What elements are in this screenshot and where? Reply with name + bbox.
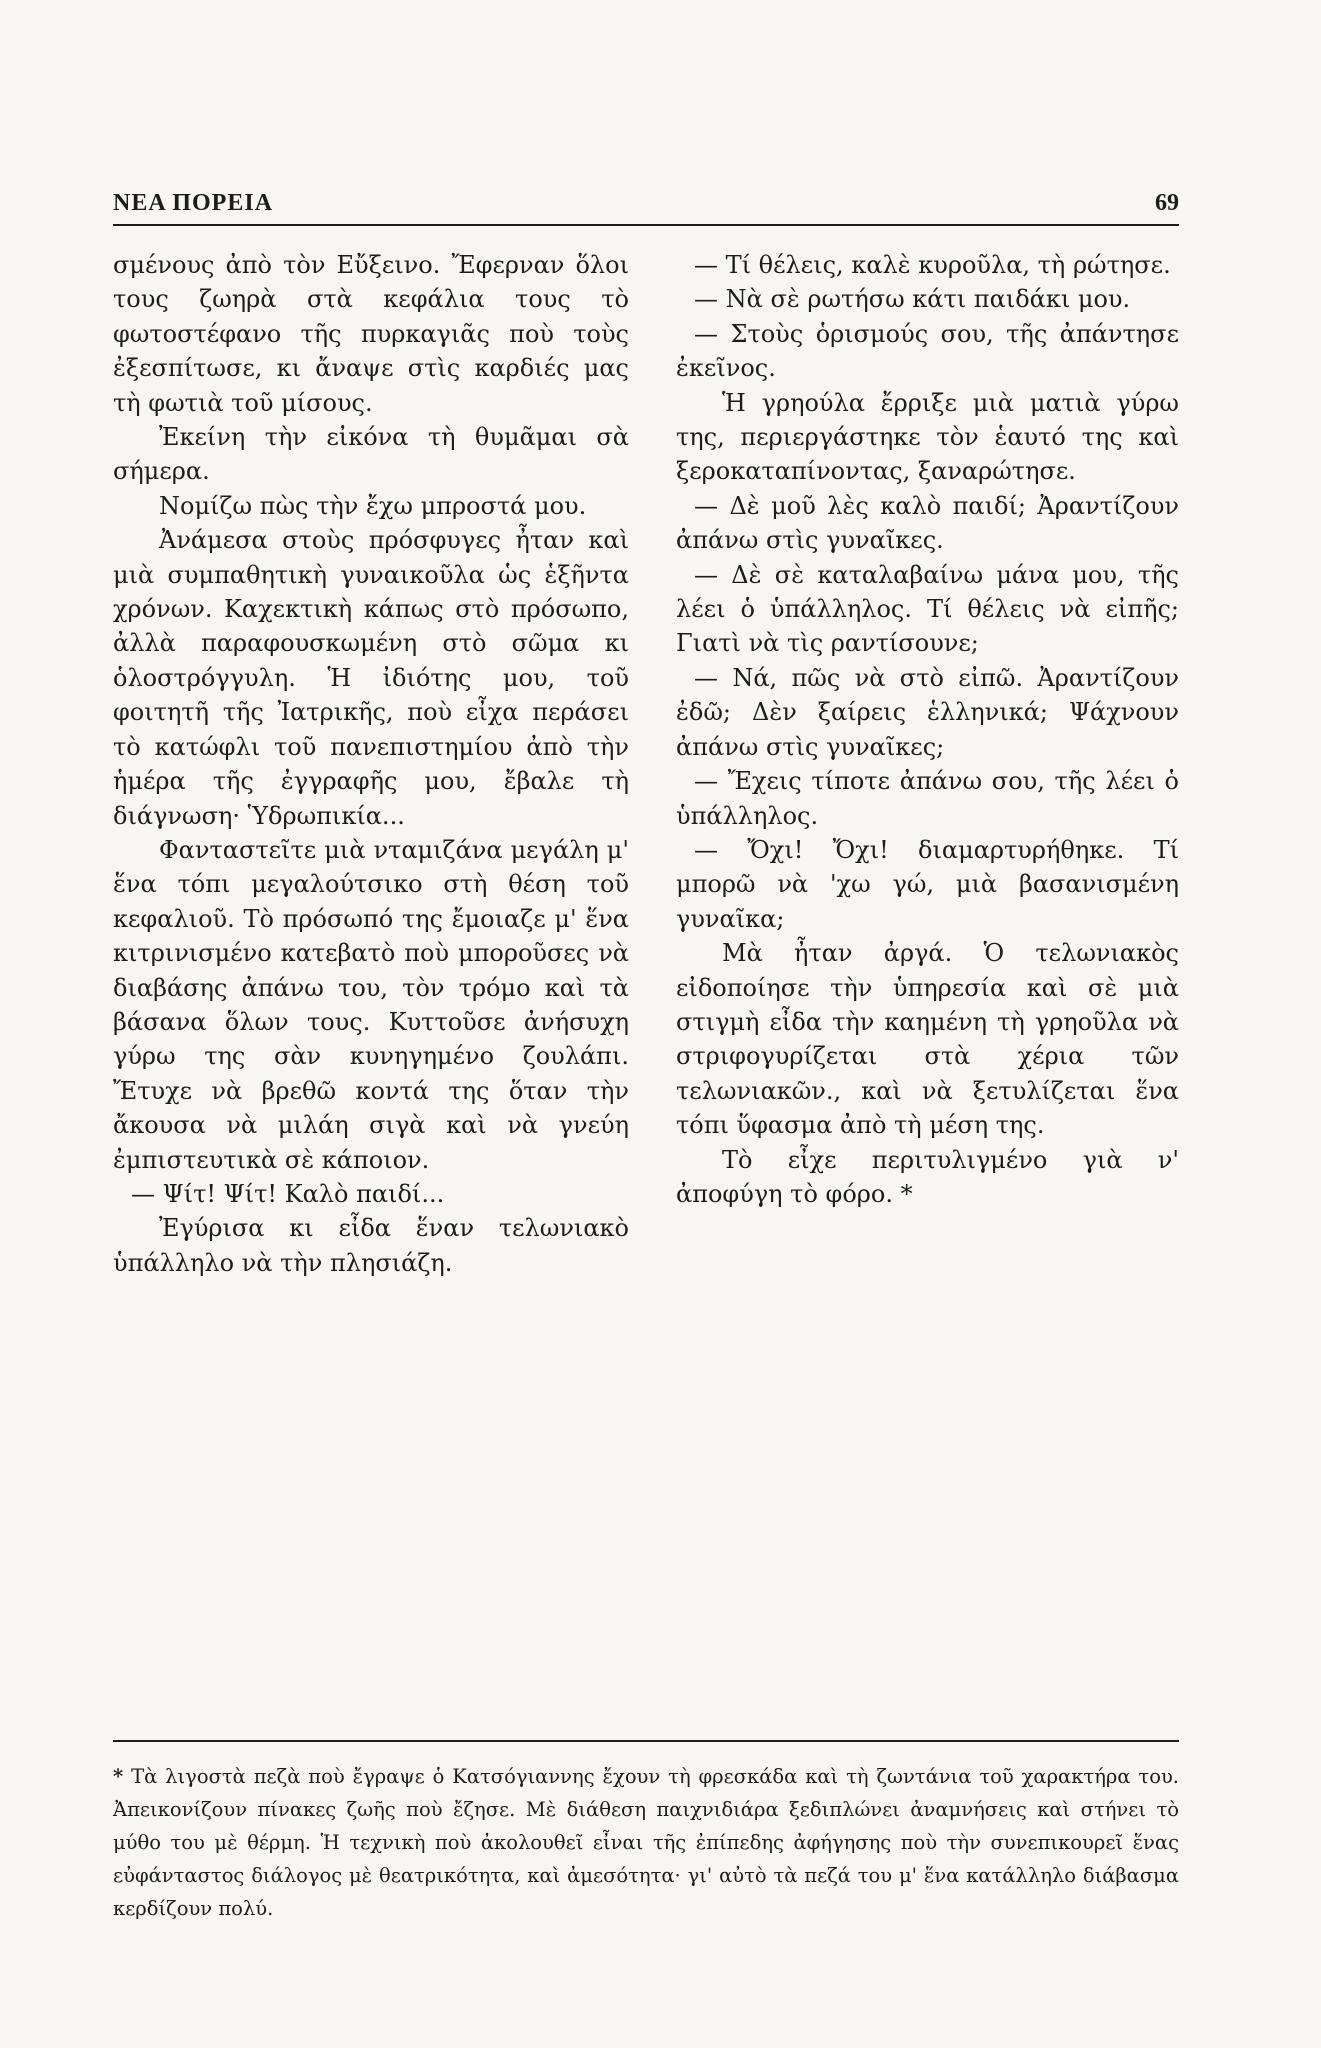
dialogue-line: — Στοὺς ὁρισμούς σου, τῆς ἀπάντησε ἐκεῖνος. <box>676 319 1179 383</box>
left-column <box>113 248 629 1280</box>
dialogue-line: — Νὰ σὲ ρωτήσω κάτι παιδάκι μου. <box>694 285 1131 314</box>
paragraph: Ἀνάμεσα στοὺς πρόσφυγες ἦταν καὶ μιὰ συμπαθητικὴ γυναικοῦλα ὡς ἑξῆντα χρόνων. Καχεκτικὴ κάπως στὸ πρόσωπο, ἀλλὰ παραφουσκωμένη στὸ σῶμα κι ὁλοστρόγγυλη. Ἡ ἰδιότης μου, τοῦ φοιτητῆ τῆς Ἰατρικῆς, ποὺ εἶχα περάσει τὸ κατώφλι τοῦ πανεπιστημίου ἀπὸ τὴν ἡμέρα τῆς ἐγγραφῆς μου, ἔβαλε τὴ διάγνωση· Ὑδρωπικία... <box>113 526 629 830</box>
right-column <box>676 248 1179 1211</box>
dialogue-line: — Ψίτ! Ψίτ! Καλὸ παιδί... <box>131 1179 445 1208</box>
dialogue-line: — Νά, πῶς νὰ στὸ εἰπῶ. Ἀραντίζουν ἐδῶ; Δὲν ξαίρεις ἑλληνικά; Ψάχνουν ἀπάνω στὶς γυναῖκες; <box>676 663 1179 761</box>
dialogue-line: — Δὲ μοῦ λὲς καλὸ παιδί; Ἀραντίζουν ἀπάνω στὶς γυναῖκες. <box>676 491 1179 555</box>
page-number: 69 <box>1155 190 1179 216</box>
dialogue-line: — Ὄχι! Ὄχι! διαμαρτυρήθηκε. Τί μπορῶ νὰ 'χω γώ, μιὰ βασανισμένη γυναῖκα; <box>676 835 1179 933</box>
paragraph: Νομίζω πὼς τὴν ἔχω μπροστά μου. <box>159 491 587 520</box>
footnote-marker: * <box>113 1765 124 1788</box>
paragraph: Ἐγύρισα κι εἶδα ἕναν τελωνιακὸ ὑπάλληλο νὰ τὴν πλησιάζη. <box>113 1214 629 1277</box>
dialogue-line: — Τί θέλεις, καλὲ κυροῦλα, τὴ ρώτησε. <box>694 251 1171 279</box>
paragraph: Φανταστεῖτε μιὰ νταμιζάνα μεγάλη μ' ἕνα τόπι μεγαλούτσικο στὴ θέση τοῦ κεφαλιοῦ. Τὸ πρόσωπό της ἔμοιαζε μ' ἕνα κιτρινισμένο κατεβατὸ ποὺ μποροῦσες νὰ διαβάσης ἀπάνω του, τὸν τρόμο καὶ τὰ βάσανα ὅλων τους. Κυττοῦσε ἀνήσυχη γύρω της σὰν κυνηγημένο ζουλάπι. Ἔτυχε νὰ βρεθῶ κοντά της ὅταν τὴν ἄκουσα νὰ μιλάη σιγὰ καὶ νὰ γνεύη ἐμπιστευτικὰ σὲ κάποιον. <box>113 835 629 1174</box>
paragraph: Ἐκείνη τὴν εἰκόνα τὴ θυμᾶμαι σὰ σήμερα. <box>113 423 629 486</box>
footnote <box>113 1760 1179 1925</box>
paragraph: Τὸ εἶχε περιτυλιγμένο γιὰ ν' ἀποφύγη τὸ φόρο. * <box>676 1145 1179 1208</box>
dialogue-line: — Ἔχεις τίποτε ἀπάνω σου, τῆς λέει ὁ ὑπάλληλος. <box>676 767 1179 830</box>
dialogue-line: — Δὲ σὲ καταλαβαίνω μάνα μου, τῆς λέει ὁ ὑπάλληλος. Τί θέλεις νὰ εἰπῆς; Γιατὶ νὰ τὶς ραντίσουνε; <box>676 560 1179 658</box>
paragraph: Μὰ ἦταν ἀργά. Ὁ τελωνιακὸς εἰδοποίησε τὴν ὑπηρεσία καὶ σὲ μιὰ στιγμὴ εἶδα τὴν καημένη τὴ γρηοῦλα νὰ στριφογυρίζεται στὰ χέρια τῶν τελωνιακῶν., καὶ νὰ ξετυλίζεται ἕνα τόπι ὕφασμα ἀπὸ τὴ μέση της. <box>676 939 1179 1140</box>
page-header <box>113 190 1179 226</box>
footnote-divider <box>113 1740 1179 1742</box>
footnote-text: Τὰ λιγοστὰ πεζὰ ποὺ ἔγραψε ὁ Κατσόγιαννης ἔχουν τὴ φρεσκάδα καὶ τὴ ζωντάνια τοῦ χαρακτήρα του. Ἀπεικονίζουν πίνακες ζωῆς ποὺ ἔζησε. Μὲ διάθεση παιχνιδιάρα ξεδιπλώνει ἀναμνήσεις καὶ στήνει τὸ μύθο του μὲ θέρμη. Ἡ τεχνικὴ ποὺ ἀκολουθεῖ εἶναι τῆς ἐπίπεδης ἀφήγησης ποὺ τὴν συνεπικουρεῖ ἕνας εὐφάνταστος διάλογος μὲ θεατρικότητα, καὶ ἀμεσότητα· γι' αὐτὸ τὰ πεζά του μ' ἕνα κατάλληλο διάβασμα κερδίζουν πολύ. <box>113 1765 1179 1920</box>
running-title: ΝΕΑ ΠΟΡΕΙΑ <box>113 190 274 216</box>
paragraph: σμένους ἀπὸ τὸν Εὔξεινο. Ἔφερναν ὅλοι τους ζωηρὰ στὰ κεφάλια τους τὸ φωτοστέφανο τῆς πυρκαγιᾶς ποὺ τοὺς ἐξεσπίτωσε, κι ἄναψε στὶς καρδιές μας τὴ φωτιὰ τοῦ μίσους. <box>113 251 629 417</box>
paragraph: Ἡ γρηούλα ἔρριξε μιὰ ματιὰ γύρω της, περιεργάστηκε τὸν ἑαυτό της καὶ ξεροκαταπίνοντας, ξαναρώτησε. <box>676 388 1179 486</box>
